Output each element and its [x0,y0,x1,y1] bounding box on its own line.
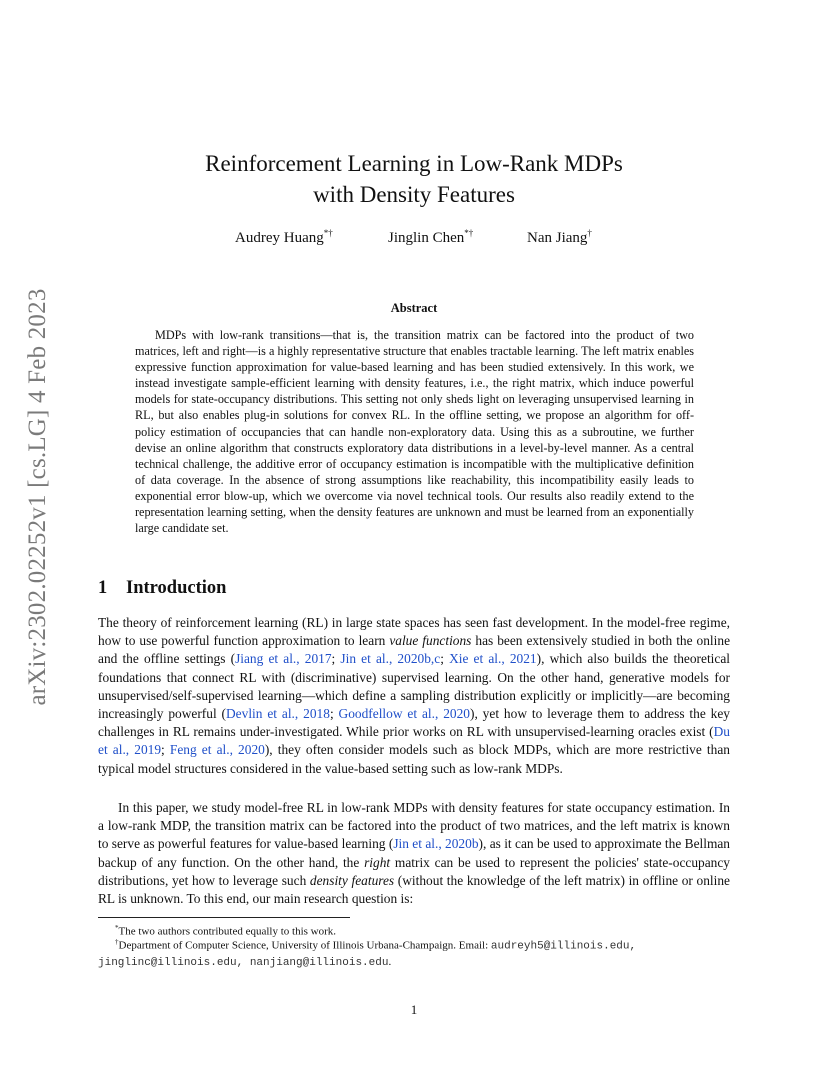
text-run: ), they often consider models such as block MDPs, which are more restrictive than typical model structures considered in the value-based setting such as low-rank MDPs. [98,742,730,776]
text-run: The theory of reinforcement learning (RL) in large state spaces has seen fast development. In the model-free regime, how to use powerful function approximation to learn [98,615,730,649]
citation-link[interactable]: Goodfellow et al., 2020 [338,706,470,722]
citation-link[interactable]: Feng et al., 2020 [169,742,265,758]
citation-link[interactable]: Du et al., 2019 [98,724,730,758]
citation-link[interactable]: Xie et al., 2021 [449,651,537,667]
author-marks: *† [323,228,333,238]
emphasis: right [364,854,391,870]
text-run: ; [329,706,339,722]
text-run: ; [331,651,341,667]
title-line-2: with Density Features [313,182,515,207]
text-run: ), as it can be used to approximate the Bellman backup of any function. On the other hand, the [98,836,731,870]
author-3 [527,228,592,247]
intro-paragraph-1 [98,614,730,778]
intro-paragraph-2 [98,799,730,908]
footnote-text: . [388,955,392,968]
author-1 [235,228,333,247]
footnote-mark: † [115,938,119,946]
section-number: 1 [98,578,108,598]
footnote-text: Department of Computer Science, University of Illinois Urbana-Champaign. Email: [118,939,491,952]
text-run: ), yet how to leverage them to address the key challenges in RL remains under-investigated. While prior works on RL with unsupervised-learning oracles exist ( [98,706,730,740]
text-run: ), which also builds the theoretical foundations that connect RL with (discriminative) supervised learning. On the other hand, generative models for unsupervised/self-supervised learning—which define a sampling distribution explicitly or implicitly—are becoming increasingly powerful ( [98,651,730,722]
text-run: (without the knowledge of the left matrix) in offline or online RL is unknown. To this end, our main research question is: [98,872,731,907]
arxiv-sidebar-stamp [16,288,60,706]
footnote-text: The two authors contributed equally to this work. [118,925,337,938]
text-run: matrix can be used to represent the policies' state-occupancy distributions, yet how to leverage such [98,854,730,888]
author-name: Nan Jiang [527,230,588,246]
author-name: Jinglin Chen [388,230,465,246]
email-link[interactable]: jinglinc@illinois.edu, nanjiang@illinois.edu [98,956,389,969]
text-run: ; [161,742,170,758]
title-line-1: Reinforcement Learning in Low-Rank MDPs [205,151,623,176]
citation-link[interactable]: Jin et al., 2020b [393,836,479,852]
abstract-heading: Abstract [390,301,438,315]
footnote-rule [98,917,350,918]
author-marks: † [587,228,592,238]
citation-link[interactable]: Jin et al., 2020b,c [340,651,441,667]
section-heading [98,578,226,599]
text-run: has been extensively studied in both the online and the offline settings ( [98,633,731,667]
email-link[interactable]: audreyh5@illinois.edu, [490,940,637,953]
emphasis: density features [309,872,395,888]
author-name: Audrey Huang [235,230,324,246]
paper-title [98,148,730,210]
text-run: In this paper, we study model-free RL in low-rank MDPs with density features for state occupancy estimation. In a low-rank MDP, the transition matrix can be factored into the product of two matrices, and the left matrix is known to serve as powerful features for value-based learning ( [98,800,730,852]
author-2 [388,228,473,247]
footnote-affiliation [98,935,730,971]
author-marks: *† [464,228,474,238]
emphasis: value functions [389,633,472,649]
page-number: 1 [410,1002,418,1017]
footnote-mark: * [115,924,119,932]
text-run: ; [440,651,450,667]
citation-link[interactable]: Jiang et al., 2017 [235,651,332,667]
arxiv-identifier: arXiv:2302.02252v1 [cs.LG] 4 Feb 2023 [24,288,51,706]
section-title: Introduction [126,578,227,598]
abstract-body: MDPs with low-rank transitions—that is, the transition matrix can be factored into the product of two matrices, left and right—is a highly representative structure that enables tractable learning. The left matrix enables expressive function approximation for value-based learning and has been studied extensively. In this work, we instead investigate sample-efficient learning with density features, i.e., the right matrix, which induce powerful models for state-occupancy distributions. This setting not only sheds light on leveraging unsupervised learning in RL, but also enables plug-in solutions for convex RL. In the offline setting, we propose an algorithm for off-policy estimation of occupancies that can handle non-exploratory data. Using this as a subroutine, we further devise an online algorithm that constructs exploratory data distributions in a level-by-level manner. As a central technical challenge, the additive error of occupancy estimation is incompatible with the multiplicative definition of data coverage. In the absence of strong assumptions like reachability, this incompatibility easily leads to exponential error blow-up, which we overcome via novel technical tools. Our results also readily extend to the representation learning setting, when the density features are unknown and must be learned from an exponentially large candidate set. [135,328,694,536]
citation-link[interactable]: Devlin et al., 2018 [226,706,330,722]
